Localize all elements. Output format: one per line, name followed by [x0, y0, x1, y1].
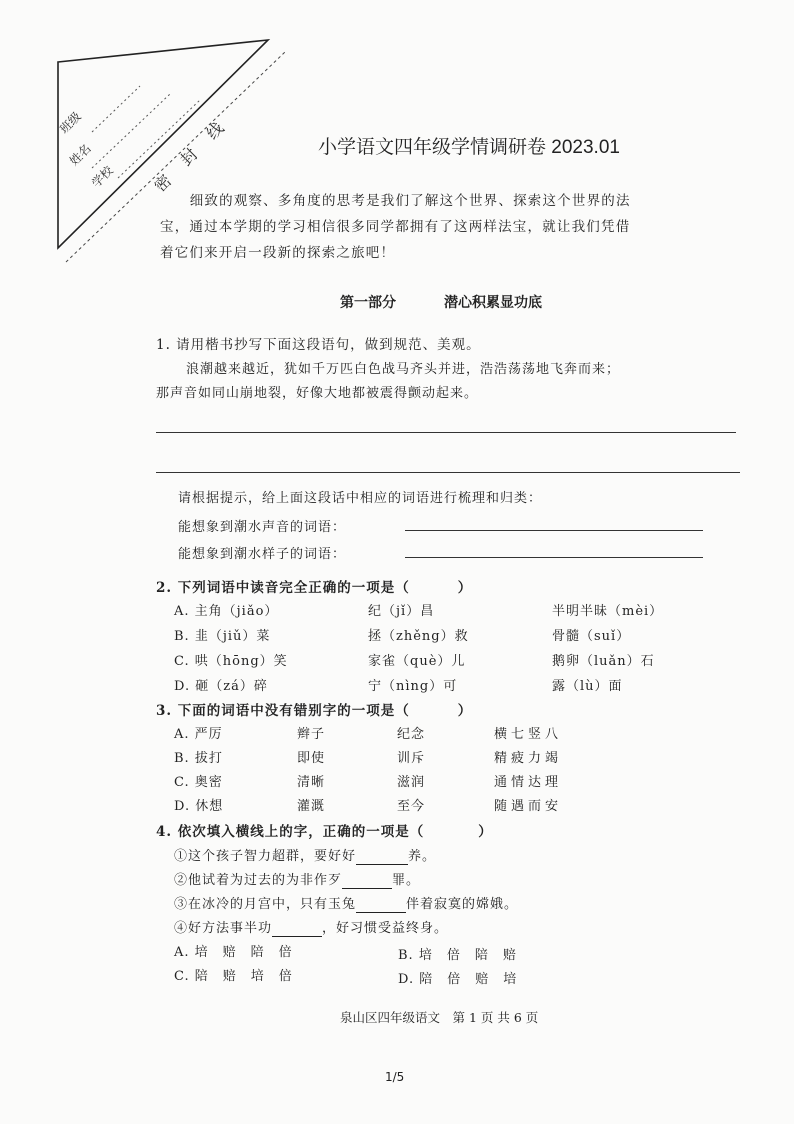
q3-b-3: 训斥 [397, 751, 426, 766]
seal-words: 密 封 线 [150, 112, 234, 196]
q2-d-1: D. 砸（zá）碎 [174, 679, 268, 694]
name-label: 姓名 [66, 141, 94, 169]
q2-c-3: 鹅卵（luǎn）石 [552, 654, 655, 669]
q3-c-4: 通情达理 [494, 775, 563, 790]
copy-line-2[interactable] [156, 472, 740, 473]
q3-a-1: A. 严厉 [174, 727, 223, 742]
q4-blank-4[interactable] [272, 921, 322, 937]
q3-d-4: 随遇而安 [494, 799, 563, 814]
intro-line-3: 着它们来开启一段新的探索之旅吧！ [160, 245, 396, 261]
section-heading [340, 292, 590, 312]
intro-line-2: 宝，通过本学期的学习相信很多同学都拥有了这两样法宝，就让我们凭借 [160, 219, 631, 235]
q2-stem: 2. 下列词语中读音完全正确的一项是（ ） [156, 580, 473, 596]
q3-a-4: 横七竖八 [494, 727, 563, 742]
page-indicator: 1/5 [385, 1070, 405, 1084]
q4-option-d: D. 陪 倍 赔 培 [398, 972, 518, 987]
q1-sub-b: 能想象到潮水样子的词语： [178, 547, 347, 562]
q3-c-1: C. 奥密 [174, 775, 223, 790]
sound-words-line[interactable] [405, 530, 703, 531]
q3-a-3: 纪念 [397, 727, 426, 742]
q4-sentence-4: ④好方法事半功 ，好习惯受益终身。 [174, 921, 449, 936]
q2-a-2: 纪（jǐ）昌 [368, 604, 435, 619]
intro-line-1: 细致的观察、多角度的思考是我们了解这个世界、探索这个世界的法 [189, 193, 631, 209]
class-fill-line [92, 86, 140, 132]
q4-blank-1[interactable] [356, 849, 408, 865]
q2-d-3: 露（lù）面 [552, 679, 623, 694]
q3-a-2: 辫子 [297, 727, 326, 742]
q2-a-1: A. 主角（jiǎo） [174, 604, 279, 619]
q3-b-1: B. 拔打 [174, 751, 223, 766]
q3-b-4: 精疲力竭 [494, 751, 563, 766]
page-footer: 泉山区四年级语文 第 1 页 共 6 页 [340, 1010, 539, 1025]
q1-text-line-1: 浪潮越来越近，犹如千万匹白色战马齐头并进，浩浩荡荡地飞奔而来； [186, 362, 621, 377]
q2-b-1: B. 韭（jiǔ）菜 [174, 629, 271, 644]
section-name: 潜心积累显功底 [444, 295, 542, 311]
q4-option-a: A. 培 赔 陪 倍 [174, 945, 293, 960]
q2-c-2: 家雀（què）儿 [368, 654, 466, 669]
q1-stem: 1. 请用楷书抄写下面这段语句，做到规范、美观。 [156, 337, 481, 353]
copy-line-1[interactable] [156, 432, 736, 433]
section-part: 第一部分 [340, 295, 396, 311]
q2-d-2: 宁（nìng）可 [368, 679, 458, 694]
q4-sentence-3: ③在冰冷的月宫中，只有玉兔 伴着寂寞的嫦娥。 [174, 897, 519, 912]
q4-sentence-2: ②他试着为过去的为非作歹 罪。 [174, 873, 421, 888]
q3-c-2: 清晰 [297, 775, 326, 790]
q3-b-2: 即使 [297, 751, 326, 766]
q2-c-1: C. 哄（hōng）笑 [174, 654, 288, 669]
q2-b-2: 拯（zhěng）救 [368, 629, 469, 644]
shape-words-line[interactable] [405, 557, 703, 558]
intro-paragraph [160, 188, 760, 266]
q3-stem: 3. 下面的词语中没有错别字的一项是（ ） [156, 703, 473, 719]
q2-a-3: 半明半昧（mèi） [552, 604, 664, 619]
page-title: 小学语文四年级学情调研卷 2023.01 [318, 137, 620, 158]
q1-sub-prompt: 请根据提示，给上面这段话中相应的词语进行梳理和归类： [178, 491, 543, 506]
q4-option-b: B. 培 倍 陪 赔 [398, 948, 517, 963]
q2-b-3: 骨髓（suǐ） [552, 629, 631, 644]
q4-option-c: C. 陪 赔 培 倍 [174, 969, 293, 984]
q4-blank-3[interactable] [356, 897, 406, 913]
q3-d-1: D. 休想 [174, 799, 224, 814]
class-label: 班级 [56, 109, 84, 137]
name-fill-line [92, 94, 170, 168]
q1-sub-a: 能想象到潮水声音的词语： [178, 520, 347, 535]
q4-stem: 4. 依次填入横线上的字，正确的一项是（ ） [156, 824, 493, 840]
q3-c-3: 滋润 [397, 775, 426, 790]
q4-sentence-1: ①这个孩子智力超群，要好好 养。 [174, 849, 437, 864]
q4-blank-2[interactable] [342, 873, 392, 889]
q3-d-3: 至今 [397, 799, 426, 814]
school-label: 学校 [88, 163, 116, 191]
q3-d-2: 灌溉 [297, 799, 326, 814]
q1-text-line-2: 那声音如同山崩地裂，好像大地都被震得颤动起来。 [156, 386, 479, 401]
